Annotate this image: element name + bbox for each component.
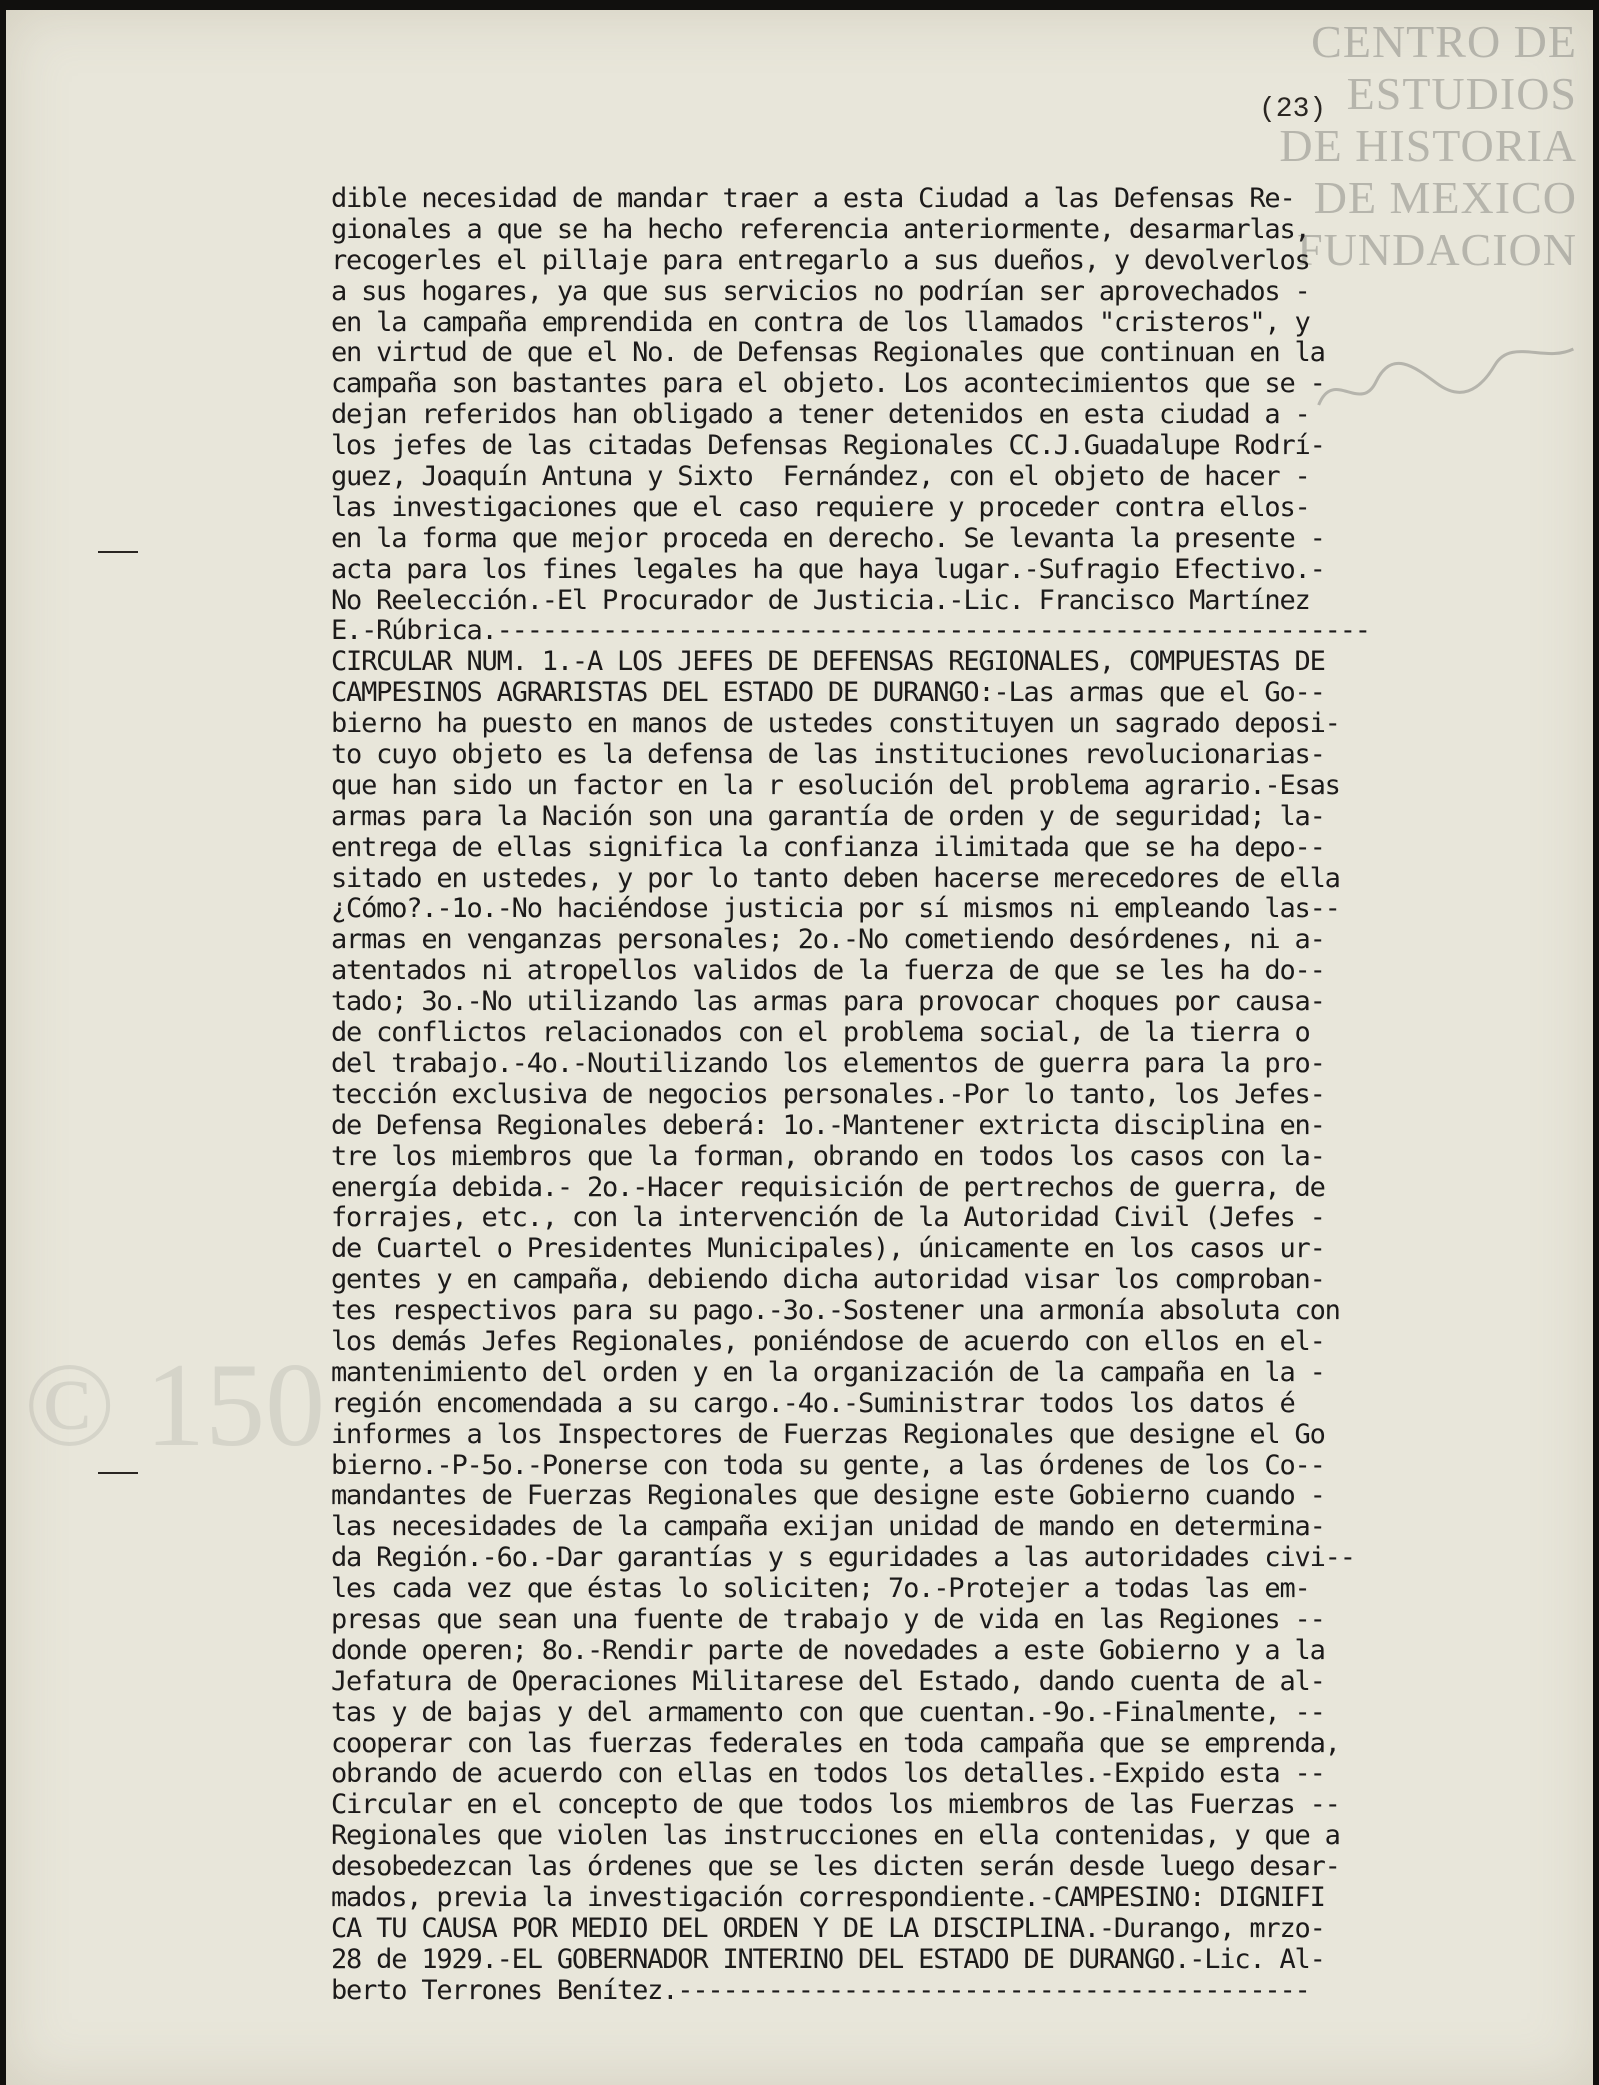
text-line: guez, Joaquín Antuna y Sixto Fernández, con el objeto de hacer - [331, 461, 1310, 493]
text-line: berto Terrones Benítez.------------------------------------------ [331, 1974, 1310, 2006]
text-line: de Defensa Regionales deberá: 1o.-Mantener extricta disciplina en- [331, 1109, 1325, 1141]
text-line: de Cuartel o Presidentes Municipales), únicamente en los casos ur- [331, 1233, 1325, 1265]
text-line: en virtud de que el No. de Defensas Regionales que continuan en la [331, 337, 1325, 369]
text-line: bierno.-P-5o.-Ponerse con toda su gente, a las órdenes de los Co-- [331, 1449, 1325, 1481]
text-line: del trabajo.-4o.-Noutilizando los elementos de guerra para la pro- [331, 1047, 1325, 1079]
page-number: (23) [1259, 94, 1327, 125]
text-line: da Región.-6o.-Dar garantías y s eguridades a las autoridades civi-- [331, 1542, 1355, 1574]
watermark-line: DE MEXICO [1313, 172, 1577, 223]
text-line: dible necesidad de mandar traer a esta Ciudad a las Defensas Re- [331, 183, 1295, 214]
text-line: bierno ha puesto en manos de ustedes constituyen un sagrado deposi- [331, 708, 1340, 740]
text-line: las investigaciones que el caso requiere y proceder contra ellos- [331, 491, 1310, 523]
text-line: entrega de ellas significa la confianza ilimitada que se ha depo-- [331, 831, 1325, 863]
text-line: mantenimiento del orden y en la organización de la campaña en la - [331, 1356, 1325, 1388]
text-line: les cada vez que éstas lo soliciten; 7o.-Protejer a todas las em- [331, 1573, 1310, 1605]
watermark-line: CENTRO DE [1311, 16, 1577, 67]
text-line: los demás Jefes Regionales, poniéndose de acuerdo con ellos en el- [331, 1325, 1325, 1357]
text-line: tas y de bajas y del armamento con que cuentan.-9o.-Finalmente, -- [331, 1696, 1325, 1728]
margin-mark [98, 1472, 138, 1474]
text-line: Circular en el concepto de que todos los miembros de las Fuerzas -- [331, 1789, 1340, 1821]
text-line: acta para los fines legales ha que haya lugar.-Sufragio Efectivo.- [331, 553, 1325, 585]
text-line: cooperar con las fuerzas federales en toda campaña que se emprenda, [331, 1727, 1340, 1759]
text-line: mandantes de Fuerzas Regionales que designe este Gobierno cuando - [331, 1480, 1325, 1512]
margin-mark [98, 551, 138, 553]
text-line: gionales a que se ha hecho referencia anteriormente, desarmarlas, [331, 213, 1310, 245]
text-line: desobedezcan las órdenes que se les dicten serán desde luego desar- [331, 1851, 1340, 1883]
text-line: sitado en ustedes, y por lo tanto deben hacerse merecedores de ella [331, 862, 1340, 894]
text-line: E.-Rúbrica.---------------------------------------------------------- [331, 615, 1370, 647]
text-line: que han sido un factor en la r esolución del problema agrario.-Esas [331, 769, 1340, 801]
text-line: atentados ni atropellos validos de la fuerza de que se les ha do-- [331, 955, 1325, 987]
text-line: tado; 3o.-No utilizando las armas para provocar choques por causa- [331, 986, 1325, 1018]
text-line: ¿Cómo?.-1o.-No haciéndose justicia por sí mismos ni empleando las-- [331, 893, 1340, 925]
text-line: presas que sean una fuente de trabajo y de vida en las Regiones -- [331, 1603, 1325, 1635]
document-page [6, 10, 1593, 2085]
text-line: armas para la Nación son una garantía de orden y de seguridad; la- [331, 800, 1325, 832]
text-line: CIRCULAR NUM. 1.-A LOS JEFES DE DEFENSAS REGIONALES, COMPUESTAS DE [331, 646, 1325, 678]
watermark-line: DE HISTORIA [1279, 120, 1577, 171]
text-line: obrando de acuerdo con ellas en todos los detalles.-Expido esta -- [331, 1758, 1325, 1790]
text-line: dejan referidos han obligado a tener detenidos en esta ciudad a - [331, 399, 1310, 431]
text-line: los jefes de las citadas Defensas Regionales CC.J.Guadalupe Rodrí- [331, 430, 1325, 462]
text-line: donde operen; 8o.-Rendir parte de novedades a este Gobierno y a la [331, 1634, 1325, 1666]
text-line: energía debida.- 2o.-Hacer requisición de pertrechos de guerra, de [331, 1171, 1325, 1203]
text-line: 28 de 1929.-EL GOBERNADOR INTERINO DEL ESTADO DE DURANGO.-Lic. Al- [331, 1943, 1325, 1975]
watermark-line: FUNDACION [1297, 224, 1577, 275]
text-line: recogerles el pillaje para entregarlo a sus dueños, y devolverlos [331, 244, 1310, 276]
text-line: tes respectivos para su pago.-3o.-Sostener una armonía absoluta con [331, 1295, 1340, 1327]
text-line: tección exclusiva de negocios personales.-Por lo tanto, los Jefes- [331, 1078, 1325, 1110]
text-line: Regionales que violen las instrucciones en ella contenidas, y que a [331, 1820, 1340, 1852]
text-line: campaña son bastantes para el objeto. Los acontecimientos que se - [331, 368, 1325, 400]
text-line: CA TU CAUSA POR MEDIO DEL ORDEN Y DE LA DISCIPLINA.-Durango, mrzo- [331, 1912, 1325, 1944]
text-line: tre los miembros que la forman, obrando en todos los casos con la- [331, 1140, 1325, 1172]
text-line: armas en venganzas personales; 2o.-No cometiendo desórdenes, ni a- [331, 924, 1325, 956]
watermark-line: ESTUDIOS [1346, 68, 1577, 119]
text-line: las necesidades de la campaña exijan unidad de mando en determina- [331, 1511, 1325, 1543]
text-line: No Reelección.-El Procurador de Justicia.-Lic. Francisco Martínez [331, 584, 1310, 616]
text-line: gentes y en campaña, debiendo dicha autoridad visar los comproban- [331, 1264, 1325, 1296]
text-line: Jefatura de Operaciones Militarese del Estado, dando cuenta de al- [331, 1665, 1325, 1697]
text-line: en la forma que mejor proceda en derecho. Se levanta la presente - [331, 522, 1325, 554]
text-line: to cuyo objeto es la defensa de las instituciones revolucionarias- [331, 739, 1325, 771]
text-line: en la campaña emprendida en contra de los llamados "cristeros", y [331, 306, 1310, 338]
document-body [331, 184, 1596, 2007]
text-line: CAMPESINOS AGRARISTAS DEL ESTADO DE DURANGO:-Las armas que el Go-- [331, 677, 1325, 709]
text-line: informes a los Inspectores de Fuerzas Regionales que designe el Go [331, 1418, 1325, 1450]
text-line: mados, previa la investigación correspondiente.-CAMPESINO: DIGNIFI [331, 1881, 1325, 1913]
svg-text:© 150: © 150 [24, 1340, 326, 1470]
text-line: región encomendada a su cargo.-4o.-Suministrar todos los datos é [331, 1387, 1295, 1419]
text-line: de conflictos relacionados con el problema social, de la tierra o [331, 1017, 1310, 1049]
text-line: forrajes, etc., con la intervención de la Autoridad Civil (Jefes - [331, 1202, 1325, 1234]
text-line: a sus hogares, ya que sus servicios no podrían ser aprovechados - [331, 275, 1310, 307]
